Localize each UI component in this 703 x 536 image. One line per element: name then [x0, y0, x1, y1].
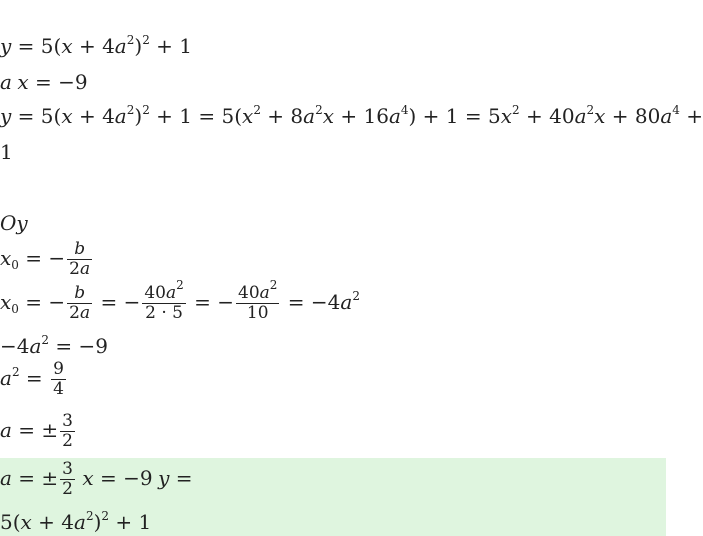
fraction-b-over-2a: $\frac{b}{2a}$	[69, 239, 91, 279]
equation-step-1: $-4a^2 = -9$	[0, 333, 109, 358]
question-statement	[0, 70, 88, 95]
explanation-line-2	[0, 211, 28, 236]
function-statement	[0, 34, 192, 59]
answer-line-2: $5(x + 4a^2)^2 + 1$	[0, 509, 152, 534]
function-formula: $y = 5(x + 4a^2)^2 + 1$	[0, 33, 193, 58]
expansion-formula: $y = 5(x + 4a^2)^2 + 1 = 5(x^2 + 8a^2x + 16a^4) + 1 = 5x^2 + 40a^2x + 80a^4$ +	[0, 103, 703, 128]
answer-line-1: a = ± $\frac{3}{2}$ x = −9 y =	[0, 459, 193, 499]
answer-value: a = ± $\frac{3}{2}$	[0, 459, 73, 499]
axis-oy: Oy	[0, 211, 28, 235]
line-equation: x = −9	[17, 70, 88, 94]
expansion-continuation: 1	[0, 140, 13, 164]
param-a: a	[0, 70, 12, 94]
vertex-formula: $x_0$ = − $\frac{b}{2a}$	[0, 239, 91, 279]
equation-step-2: $a^2$ = $\frac{9}{4}$	[0, 359, 64, 399]
equation-step-3: a = ± $\frac{3}{2}$	[0, 411, 73, 451]
answer-y: y	[158, 466, 170, 490]
answer-line-equation: x = −9	[82, 466, 153, 490]
vertex-computation: $x_0$ = − $\frac{b}{2a}$ = − $\frac{40a^2}{2 \cdot 5}$ = − $\frac{40a^2}{10}$ = $-4a^2$	[0, 278, 360, 323]
